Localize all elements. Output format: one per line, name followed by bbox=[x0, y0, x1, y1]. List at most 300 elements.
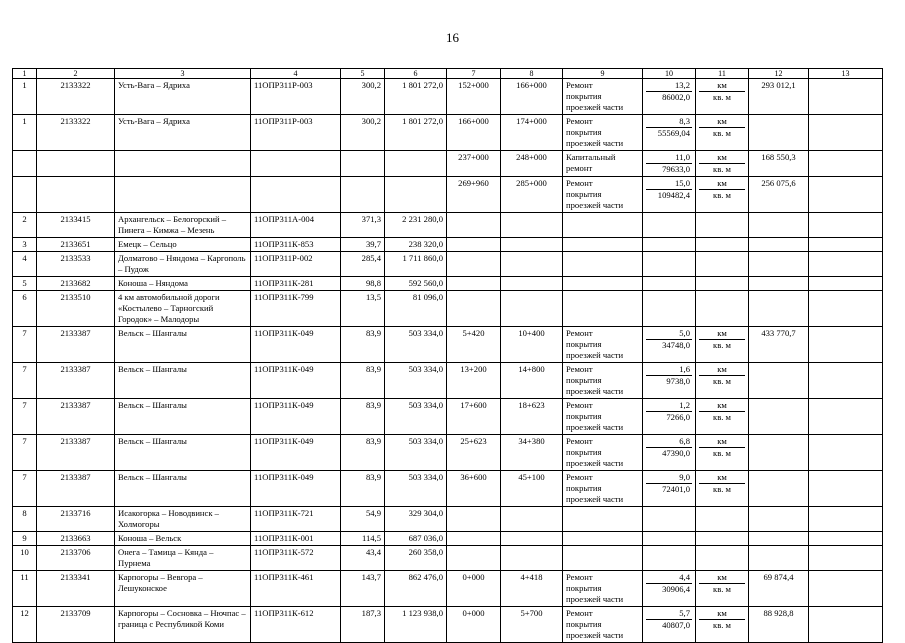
table-row bbox=[13, 213, 883, 238]
cell-km-end: 174+000 bbox=[501, 115, 563, 151]
cell-road-name: Онега – Тамица – Кянда – Пурнема bbox=[115, 546, 251, 571]
work-type-line: проезжей части bbox=[566, 200, 624, 210]
cell-quantity bbox=[643, 151, 696, 177]
cell-cost: 592 560,0 bbox=[385, 277, 447, 291]
cell-road-code: 2133663 bbox=[37, 532, 115, 546]
work-type-line: Ремонт bbox=[566, 572, 593, 582]
cell-unit bbox=[696, 327, 749, 363]
cell-length: 187,3 bbox=[341, 607, 385, 643]
cell-number: 2 bbox=[13, 213, 37, 238]
quantity-km: 8,3 bbox=[679, 116, 690, 126]
cell-road-id: 11ОПР311К-281 bbox=[251, 277, 341, 291]
work-type-line: проезжей части bbox=[566, 494, 624, 504]
cell-km-end: 166+000 bbox=[501, 79, 563, 115]
cell-road-id: 11ОПР311К-049 bbox=[251, 399, 341, 435]
cell-number: 10 bbox=[13, 546, 37, 571]
cell-extra bbox=[809, 252, 883, 277]
quantity-area: 55569,04 bbox=[646, 127, 692, 139]
cell-road-code: 2133651 bbox=[37, 238, 115, 252]
cell-quantity bbox=[643, 252, 696, 277]
unit-km: км bbox=[717, 152, 727, 162]
cell-number: 6 bbox=[13, 291, 37, 327]
cell-road-code: 2133387 bbox=[37, 471, 115, 507]
cell-length: 83,9 bbox=[341, 363, 385, 399]
work-type-line: покрытия bbox=[566, 411, 602, 421]
cell-km-start: 13+200 bbox=[447, 363, 501, 399]
unit-km: км bbox=[717, 608, 727, 618]
cell-length: 300,2 bbox=[341, 79, 385, 115]
cell-cost: 503 334,0 bbox=[385, 471, 447, 507]
cell-km-end bbox=[501, 252, 563, 277]
header-cell: 4 bbox=[251, 69, 341, 79]
cell-road-id: 11ОПР311К-612 bbox=[251, 607, 341, 643]
cell-unit bbox=[696, 363, 749, 399]
work-type-line: Ремонт bbox=[566, 328, 593, 338]
cell-quantity bbox=[643, 532, 696, 546]
cell-km-end: 14+800 bbox=[501, 363, 563, 399]
cell-work-type bbox=[563, 546, 643, 571]
cell-road-code: 2133709 bbox=[37, 607, 115, 643]
table-row bbox=[13, 291, 883, 327]
cell-km-end: 45+100 bbox=[501, 471, 563, 507]
table-row bbox=[13, 607, 883, 643]
cell-unit bbox=[696, 546, 749, 571]
cell-extra bbox=[809, 291, 883, 327]
header-cell: 11 bbox=[696, 69, 749, 79]
cell-extra bbox=[809, 238, 883, 252]
cell-work-type bbox=[563, 151, 643, 177]
cell-road-id: 11ОПР311К-721 bbox=[251, 507, 341, 532]
cell-quantity bbox=[643, 363, 696, 399]
cell-road-id: 11ОПР311К-572 bbox=[251, 546, 341, 571]
cell-total bbox=[749, 252, 809, 277]
cell-unit bbox=[696, 277, 749, 291]
cell-road-code: 2133510 bbox=[37, 291, 115, 327]
cell-total bbox=[749, 471, 809, 507]
cell-number: 1 bbox=[13, 79, 37, 115]
unit-km: км bbox=[717, 116, 727, 126]
quantity-area: 109482,4 bbox=[646, 189, 692, 201]
cell-road-id: 11ОПР311К-049 bbox=[251, 363, 341, 399]
cell-cost: 1 711 860,0 bbox=[385, 252, 447, 277]
quantity-km: 15,0 bbox=[674, 178, 690, 188]
cell-km-start: 166+000 bbox=[447, 115, 501, 151]
work-type-line: проезжей части bbox=[566, 630, 624, 640]
cell-road-name: Исакогорка – Новодвинск – Холмогоры bbox=[115, 507, 251, 532]
cell-work-type bbox=[563, 607, 643, 643]
cell-road-code: 2133387 bbox=[37, 363, 115, 399]
cell-total: 293 012,1 bbox=[749, 79, 809, 115]
cell-km-start: 36+600 bbox=[447, 471, 501, 507]
cell-cost bbox=[385, 177, 447, 213]
cell-road-code: 2133387 bbox=[37, 435, 115, 471]
quantity-area: 7266,0 bbox=[646, 411, 692, 423]
cell-length bbox=[341, 177, 385, 213]
cell-quantity bbox=[643, 399, 696, 435]
cell-work-type bbox=[563, 471, 643, 507]
cell-unit bbox=[696, 238, 749, 252]
cell-km-end bbox=[501, 277, 563, 291]
work-type-line: покрытия bbox=[566, 91, 602, 101]
header-cell: 7 bbox=[447, 69, 501, 79]
cell-number bbox=[13, 177, 37, 213]
cell-road-id: 11ОПР311К-799 bbox=[251, 291, 341, 327]
unit-area: кв. м bbox=[699, 189, 745, 201]
cell-km-start bbox=[447, 238, 501, 252]
cell-unit bbox=[696, 507, 749, 532]
cell-km-end: 34+380 bbox=[501, 435, 563, 471]
cell-road-id bbox=[251, 177, 341, 213]
work-type-line: покрытия bbox=[566, 583, 602, 593]
cell-km-start: 0+000 bbox=[447, 571, 501, 607]
unit-km: км bbox=[717, 436, 727, 446]
unit-area: кв. м bbox=[699, 411, 745, 423]
cell-work-type bbox=[563, 213, 643, 238]
cell-unit bbox=[696, 79, 749, 115]
work-type-line: покрытия bbox=[566, 375, 602, 385]
cell-work-type bbox=[563, 277, 643, 291]
cell-road-name: Карпогоры – Сосновка – Нючпас – граница с Республикой Коми bbox=[115, 607, 251, 643]
cell-extra bbox=[809, 546, 883, 571]
table-row bbox=[13, 277, 883, 291]
page-number: 16 bbox=[446, 30, 459, 45]
cell-quantity bbox=[643, 507, 696, 532]
cell-work-type bbox=[563, 363, 643, 399]
cell-number: 7 bbox=[13, 435, 37, 471]
cell-km-start: 17+600 bbox=[447, 399, 501, 435]
cell-cost: 81 096,0 bbox=[385, 291, 447, 327]
cell-number: 9 bbox=[13, 532, 37, 546]
cell-total bbox=[749, 277, 809, 291]
work-type-line: Ремонт bbox=[566, 364, 593, 374]
cell-extra bbox=[809, 435, 883, 471]
unit-km: км bbox=[717, 572, 727, 582]
cell-km-end: 248+000 bbox=[501, 151, 563, 177]
cell-length: 54,9 bbox=[341, 507, 385, 532]
cell-road-id: 11ОПР311К-049 bbox=[251, 435, 341, 471]
work-type-line: Капитальный bbox=[566, 152, 616, 162]
cell-quantity bbox=[643, 238, 696, 252]
cell-extra bbox=[809, 532, 883, 546]
cell-total: 88 928,8 bbox=[749, 607, 809, 643]
table-row bbox=[13, 79, 883, 115]
cell-number: 3 bbox=[13, 238, 37, 252]
unit-area: кв. м bbox=[699, 447, 745, 459]
cell-unit bbox=[696, 435, 749, 471]
cell-unit bbox=[696, 291, 749, 327]
cell-road-name: Карпогоры – Вевгора – Лешуконское bbox=[115, 571, 251, 607]
cell-km-start bbox=[447, 507, 501, 532]
work-type-line: Ремонт bbox=[566, 116, 593, 126]
cell-km-end bbox=[501, 213, 563, 238]
cell-km-end bbox=[501, 532, 563, 546]
work-type-line: проезжей части bbox=[566, 102, 624, 112]
cell-road-id: 11ОПР311К-853 bbox=[251, 238, 341, 252]
cell-road-code bbox=[37, 177, 115, 213]
quantity-area: 79633,0 bbox=[646, 163, 692, 175]
cell-km-start bbox=[447, 277, 501, 291]
cell-cost: 329 304,0 bbox=[385, 507, 447, 532]
cell-unit bbox=[696, 151, 749, 177]
work-type-line: проезжей части bbox=[566, 138, 624, 148]
cell-unit bbox=[696, 571, 749, 607]
header-cell: 12 bbox=[749, 69, 809, 79]
cell-quantity bbox=[643, 571, 696, 607]
cell-road-code: 2133716 bbox=[37, 507, 115, 532]
cell-km-end bbox=[501, 238, 563, 252]
table-row bbox=[13, 327, 883, 363]
work-type-line: проезжей части bbox=[566, 386, 624, 396]
quantity-area: 86002,0 bbox=[646, 91, 692, 103]
cell-quantity bbox=[643, 291, 696, 327]
road-repair-table bbox=[12, 68, 883, 643]
cell-work-type bbox=[563, 252, 643, 277]
table-row bbox=[13, 546, 883, 571]
cell-road-name bbox=[115, 177, 251, 213]
cell-quantity bbox=[643, 213, 696, 238]
unit-km: км bbox=[717, 364, 727, 374]
cell-km-start: 0+000 bbox=[447, 607, 501, 643]
cell-road-code bbox=[37, 151, 115, 177]
quantity-area: 30906,4 bbox=[646, 583, 692, 595]
unit-km: км bbox=[717, 472, 727, 482]
header-cell: 10 bbox=[643, 69, 696, 79]
cell-extra bbox=[809, 277, 883, 291]
cell-cost: 238 320,0 bbox=[385, 238, 447, 252]
work-type-line: покрытия bbox=[566, 483, 602, 493]
cell-road-id: 11ОПР311К-049 bbox=[251, 327, 341, 363]
cell-length bbox=[341, 151, 385, 177]
quantity-area: 40807,0 bbox=[646, 619, 692, 631]
cell-km-start: 5+420 bbox=[447, 327, 501, 363]
header-row bbox=[13, 69, 883, 79]
table-row bbox=[13, 177, 883, 213]
cell-cost: 503 334,0 bbox=[385, 327, 447, 363]
cell-km-start bbox=[447, 546, 501, 571]
cell-extra bbox=[809, 177, 883, 213]
cell-road-code: 2133415 bbox=[37, 213, 115, 238]
cell-km-start: 237+000 bbox=[447, 151, 501, 177]
quantity-area: 34748,0 bbox=[646, 339, 692, 351]
cell-number: 7 bbox=[13, 471, 37, 507]
cell-road-id: 11ОПР311Р-003 bbox=[251, 79, 341, 115]
cell-cost: 862 476,0 bbox=[385, 571, 447, 607]
cell-total bbox=[749, 213, 809, 238]
cell-road-id: 11ОПР311Р-003 bbox=[251, 115, 341, 151]
cell-total bbox=[749, 546, 809, 571]
cell-km-end: 4+418 bbox=[501, 571, 563, 607]
cell-number: 8 bbox=[13, 507, 37, 532]
cell-length: 98,8 bbox=[341, 277, 385, 291]
unit-km: км bbox=[717, 80, 727, 90]
cell-number: 7 bbox=[13, 327, 37, 363]
cell-total bbox=[749, 399, 809, 435]
table-row bbox=[13, 363, 883, 399]
cell-km-start bbox=[447, 291, 501, 327]
work-type-line: покрытия bbox=[566, 127, 602, 137]
table-row bbox=[13, 399, 883, 435]
cell-road-code: 2133533 bbox=[37, 252, 115, 277]
cell-number: 12 bbox=[13, 607, 37, 643]
cell-km-end: 285+000 bbox=[501, 177, 563, 213]
cell-quantity bbox=[643, 327, 696, 363]
cell-road-id bbox=[251, 151, 341, 177]
cell-cost: 1 123 938,0 bbox=[385, 607, 447, 643]
quantity-area: 47390,0 bbox=[646, 447, 692, 459]
cell-length: 13,5 bbox=[341, 291, 385, 327]
unit-area: кв. м bbox=[699, 619, 745, 631]
cell-quantity bbox=[643, 607, 696, 643]
cell-road-name: Емецк – Сельцо bbox=[115, 238, 251, 252]
cell-total: 168 550,3 bbox=[749, 151, 809, 177]
cell-quantity bbox=[643, 115, 696, 151]
cell-cost: 1 801 272,0 bbox=[385, 79, 447, 115]
table-row bbox=[13, 252, 883, 277]
cell-work-type bbox=[563, 177, 643, 213]
cell-road-name: Усть-Вага – Ядриха bbox=[115, 79, 251, 115]
cell-road-id: 11ОПР311А-004 bbox=[251, 213, 341, 238]
cell-km-end bbox=[501, 546, 563, 571]
cell-number bbox=[13, 151, 37, 177]
work-type-line: Ремонт bbox=[566, 178, 593, 188]
cell-work-type bbox=[563, 79, 643, 115]
cell-total bbox=[749, 291, 809, 327]
header-cell: 5 bbox=[341, 69, 385, 79]
cell-length: 285,4 bbox=[341, 252, 385, 277]
cell-road-name: Вельск – Шангалы bbox=[115, 399, 251, 435]
cell-length: 114,5 bbox=[341, 532, 385, 546]
cell-extra bbox=[809, 471, 883, 507]
table-row bbox=[13, 532, 883, 546]
cell-work-type bbox=[563, 115, 643, 151]
cell-unit bbox=[696, 532, 749, 546]
quantity-km: 13,2 bbox=[674, 80, 690, 90]
quantity-km: 5,0 bbox=[679, 328, 690, 338]
cell-road-code: 2133341 bbox=[37, 571, 115, 607]
cell-road-code: 2133322 bbox=[37, 79, 115, 115]
cell-unit bbox=[696, 471, 749, 507]
cell-cost: 503 334,0 bbox=[385, 363, 447, 399]
cell-unit bbox=[696, 399, 749, 435]
cell-extra bbox=[809, 571, 883, 607]
cell-quantity bbox=[643, 177, 696, 213]
cell-quantity bbox=[643, 277, 696, 291]
cell-extra bbox=[809, 399, 883, 435]
cell-unit bbox=[696, 177, 749, 213]
cell-work-type bbox=[563, 327, 643, 363]
cell-total: 433 770,7 bbox=[749, 327, 809, 363]
cell-number: 1 bbox=[13, 115, 37, 151]
unit-area: кв. м bbox=[699, 163, 745, 175]
cell-road-id: 11ОПР311Р-002 bbox=[251, 252, 341, 277]
cell-cost: 1 801 272,0 bbox=[385, 115, 447, 151]
cell-work-type bbox=[563, 507, 643, 532]
cell-extra bbox=[809, 151, 883, 177]
cell-work-type bbox=[563, 435, 643, 471]
cell-road-name: Долматово – Няндома – Каргополь – Пудож bbox=[115, 252, 251, 277]
cell-quantity bbox=[643, 471, 696, 507]
cell-extra bbox=[809, 327, 883, 363]
work-type-line: покрытия bbox=[566, 619, 602, 629]
cell-unit bbox=[696, 213, 749, 238]
cell-quantity bbox=[643, 435, 696, 471]
work-type-line: Ремонт bbox=[566, 608, 593, 618]
cell-extra bbox=[809, 213, 883, 238]
cell-length: 300,2 bbox=[341, 115, 385, 151]
cell-work-type bbox=[563, 238, 643, 252]
work-type-line: Ремонт bbox=[566, 436, 593, 446]
cell-total: 69 874,4 bbox=[749, 571, 809, 607]
header-cell: 6 bbox=[385, 69, 447, 79]
cell-extra bbox=[809, 115, 883, 151]
cell-road-name: Вельск – Шангалы bbox=[115, 327, 251, 363]
cell-road-id: 11ОПР311К-001 bbox=[251, 532, 341, 546]
quantity-km: 1,2 bbox=[679, 400, 690, 410]
unit-area: кв. м bbox=[699, 91, 745, 103]
cell-extra bbox=[809, 363, 883, 399]
quantity-km: 6,8 bbox=[679, 436, 690, 446]
work-type-line: Ремонт bbox=[566, 472, 593, 482]
cell-road-name: Коноша – Няндома bbox=[115, 277, 251, 291]
unit-km: км bbox=[717, 400, 727, 410]
work-type-line: покрытия bbox=[566, 189, 602, 199]
work-type-line: проезжей части bbox=[566, 350, 624, 360]
cell-total bbox=[749, 507, 809, 532]
cell-road-id: 11ОПР311К-049 bbox=[251, 471, 341, 507]
cell-road-name bbox=[115, 151, 251, 177]
cell-extra bbox=[809, 507, 883, 532]
quantity-km: 9,0 bbox=[679, 472, 690, 482]
quantity-km: 5,7 bbox=[679, 608, 690, 618]
cell-km-start bbox=[447, 252, 501, 277]
cell-length: 371,3 bbox=[341, 213, 385, 238]
unit-area: кв. м bbox=[699, 339, 745, 351]
cell-length: 83,9 bbox=[341, 435, 385, 471]
cell-extra bbox=[809, 79, 883, 115]
cell-total bbox=[749, 115, 809, 151]
table-row bbox=[13, 238, 883, 252]
cell-road-id: 11ОПР311К-461 bbox=[251, 571, 341, 607]
cell-km-end: 10+400 bbox=[501, 327, 563, 363]
cell-quantity bbox=[643, 546, 696, 571]
cell-km-start: 152+000 bbox=[447, 79, 501, 115]
cell-cost: 260 358,0 bbox=[385, 546, 447, 571]
work-type-line: проезжей части bbox=[566, 458, 624, 468]
table-row bbox=[13, 507, 883, 532]
work-type-line: Ремонт bbox=[566, 400, 593, 410]
cell-unit bbox=[696, 607, 749, 643]
table-row bbox=[13, 571, 883, 607]
cell-road-name: Вельск – Шангалы bbox=[115, 435, 251, 471]
cell-work-type bbox=[563, 532, 643, 546]
unit-area: кв. м bbox=[699, 583, 745, 595]
work-type-line: Ремонт bbox=[566, 80, 593, 90]
cell-extra bbox=[809, 607, 883, 643]
quantity-km: 1,6 bbox=[679, 364, 690, 374]
cell-km-start bbox=[447, 213, 501, 238]
cell-km-end: 18+623 bbox=[501, 399, 563, 435]
cell-road-code: 2133387 bbox=[37, 327, 115, 363]
unit-km: км bbox=[717, 178, 727, 188]
cell-length: 83,9 bbox=[341, 327, 385, 363]
cell-total bbox=[749, 435, 809, 471]
quantity-km: 4,4 bbox=[679, 572, 690, 582]
unit-km: км bbox=[717, 328, 727, 338]
quantity-km: 11,0 bbox=[675, 152, 690, 162]
cell-work-type bbox=[563, 399, 643, 435]
cell-km-end bbox=[501, 291, 563, 327]
work-type-line: проезжей части bbox=[566, 594, 624, 604]
